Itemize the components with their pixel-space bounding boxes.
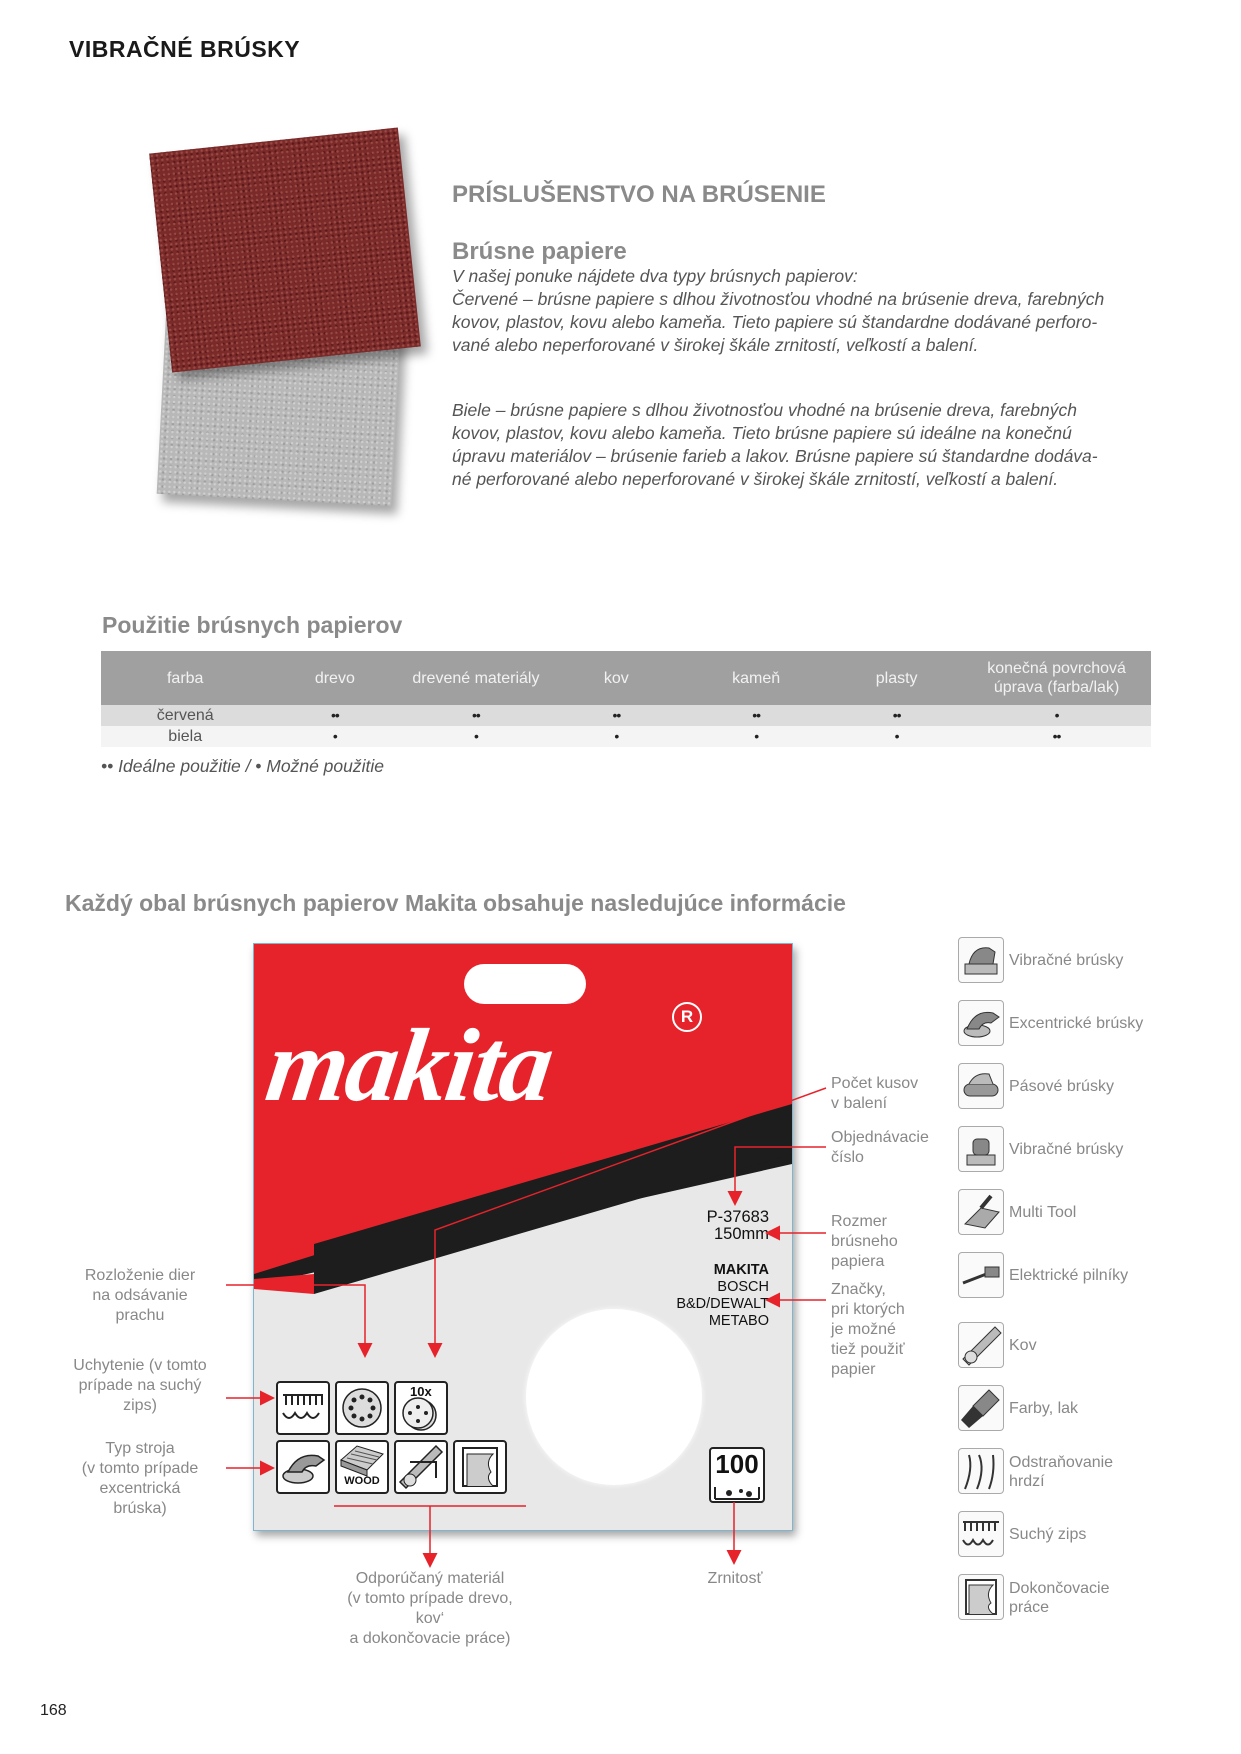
finishing-sander-icon: [958, 1126, 1004, 1172]
velcro-icon: [276, 1381, 330, 1435]
metal-icon: [958, 1322, 1004, 1368]
disc-size: 150mm: [713, 1225, 769, 1243]
annotation-dust-holes: Rozloženie dier na odsávanie prachu: [84, 1267, 196, 1324]
annotation-attachment: Uchytenie (v tomto prípade na suchý zips): [73, 1357, 207, 1414]
package-brands: MAKITA BOSCH B&D/DEWALT METABO: [676, 1262, 769, 1329]
table-cell: •: [269, 726, 400, 747]
annotation-machine-type: Typ stroja (v tomto prípade excentrická brúska): [81, 1440, 199, 1517]
table-cell: •: [681, 726, 831, 747]
legend-label: Elektrické pilníky: [1009, 1267, 1129, 1284]
table-header: plasty: [831, 651, 962, 705]
intro-subheading: Brúsne papiere: [452, 238, 627, 265]
annotation-brands: Značky, pri ktorých je možné tiež použiť papier: [831, 1281, 905, 1378]
table-cell: •: [962, 705, 1151, 726]
velcro-icon: [958, 1511, 1004, 1557]
section-title: VIBRAČNÉ BRÚSKY: [69, 36, 301, 62]
table-cell: biela: [101, 726, 269, 747]
grit-icon: 100: [709, 1447, 765, 1503]
intro-paragraph-white: Biele – brúsne papiere s dlhou životnosťou vhodné na brúsenie dreva, farebných kovov, plastov, kovu alebo kameňa. Tieto brúsne papiere sú ideálne na konečnú úpravu materiálov – brúsenie farieb a lakov. Brúsne papiere sú štandardne dodáva- né perforované alebo neperforované v širokej škále zrnitostí, veľkostí a balení.: [452, 400, 1098, 489]
legend-label: Kov: [1009, 1337, 1037, 1354]
table-cell: •: [831, 726, 962, 747]
finishing-work-icon: [453, 1440, 507, 1494]
table-cell: ••: [831, 705, 962, 726]
table-cell: ••: [269, 705, 400, 726]
table-header: kov: [552, 651, 682, 705]
legend-label: Vibračné brúsky: [1009, 952, 1124, 969]
table-cell: •: [400, 726, 551, 747]
table-cell: ••: [400, 705, 551, 726]
order-number: P-37683: [706, 1208, 769, 1226]
wood-icon: WOOD: [335, 1440, 389, 1494]
table-cell: ••: [681, 705, 831, 726]
intro-paragraph-red: V našej ponuke nájdete dva typy brúsnych papierov: Červené – brúsne papiere s dlhou životnosťou vhodné na brúsenie dreva, farebných kovov, plastov, kovu alebo kameňa. Tieto papiere sú štandardne dodávané perforo- vané alebo neperforované v širokej škále zrnitostí, veľkostí a balení.: [452, 266, 1105, 355]
table-header: drevo: [269, 651, 400, 705]
multi-tool-icon: [958, 1189, 1004, 1235]
table-header: farba: [101, 651, 269, 705]
usage-heading: Použitie brúsnych papierov: [102, 612, 403, 638]
legend-label-finishing: Dokončovacie práce: [1009, 1580, 1110, 1616]
belt-sander-icon: [958, 1063, 1004, 1109]
usage-legend: •• Ideálne použitie / • Možné použitie: [101, 756, 384, 776]
dust-holes-icon: [335, 1381, 389, 1435]
table-header: kameň: [681, 651, 831, 705]
orbital-sander-icon: [958, 937, 1004, 983]
table-cell: ••: [552, 705, 682, 726]
table-header: drevené materiály: [400, 651, 551, 705]
table-row: [101, 726, 1151, 747]
metal-icon: [394, 1440, 448, 1494]
usage-table: [101, 651, 1151, 747]
table-row: [101, 705, 1151, 726]
pack-count-icon: 10x: [394, 1381, 448, 1435]
annotation-material: Odporúčaný materiál (v tomto prípade drevo, kov‘ a dokončovacie práce): [347, 1570, 513, 1647]
makita-package: [253, 943, 793, 1531]
table-cell: ••: [962, 726, 1151, 747]
package-order-size: [554, 1209, 769, 1243]
legend-label: Multi Tool: [1009, 1204, 1077, 1221]
annotation-grit: Zrnitosť: [707, 1570, 763, 1587]
registered-mark: R: [672, 1002, 702, 1032]
sanding-disc: [526, 1309, 702, 1485]
page-number: 168: [40, 1702, 67, 1719]
legend-label: Pásové brúsky: [1009, 1078, 1114, 1095]
random-orbit-sander-icon: [276, 1440, 330, 1494]
random-orbit-sander-icon: [958, 1000, 1004, 1046]
annotation-order-number: Objednávacie číslo: [831, 1129, 929, 1166]
legend-label: Suchý zips: [1009, 1526, 1087, 1543]
legend-label: Farby, lak: [1009, 1400, 1079, 1417]
finishing-work-icon: [958, 1574, 1004, 1620]
makita-logo: makita: [259, 1008, 559, 1123]
annotation-pack-count: Počet kusov v balení: [831, 1075, 919, 1112]
legend-label-rust: Odstraňovanie hrdzí: [1009, 1454, 1114, 1490]
legend-label: Excentrické brúsky: [1009, 1015, 1144, 1032]
package-heading: Každý obal brúsnych papierov Makita obsahuje nasledujúce informácie: [65, 890, 846, 916]
table-header: konečná povrchová úprava (farba/lak): [962, 651, 1151, 705]
annotation-disc-size: Rozmer brúsneho papiera: [831, 1213, 898, 1270]
intro-heading: PRÍSLUŠENSTVO NA BRÚSENIE: [452, 181, 826, 208]
legend-label: Vibračné brúsky: [1009, 1141, 1124, 1158]
sandpaper-image: [140, 120, 440, 540]
table-cell: •: [552, 726, 682, 747]
paint-brush-icon: [958, 1385, 1004, 1431]
table-cell: červená: [101, 705, 269, 726]
rust-removal-icon: [958, 1448, 1004, 1494]
power-file-icon: [958, 1252, 1004, 1298]
